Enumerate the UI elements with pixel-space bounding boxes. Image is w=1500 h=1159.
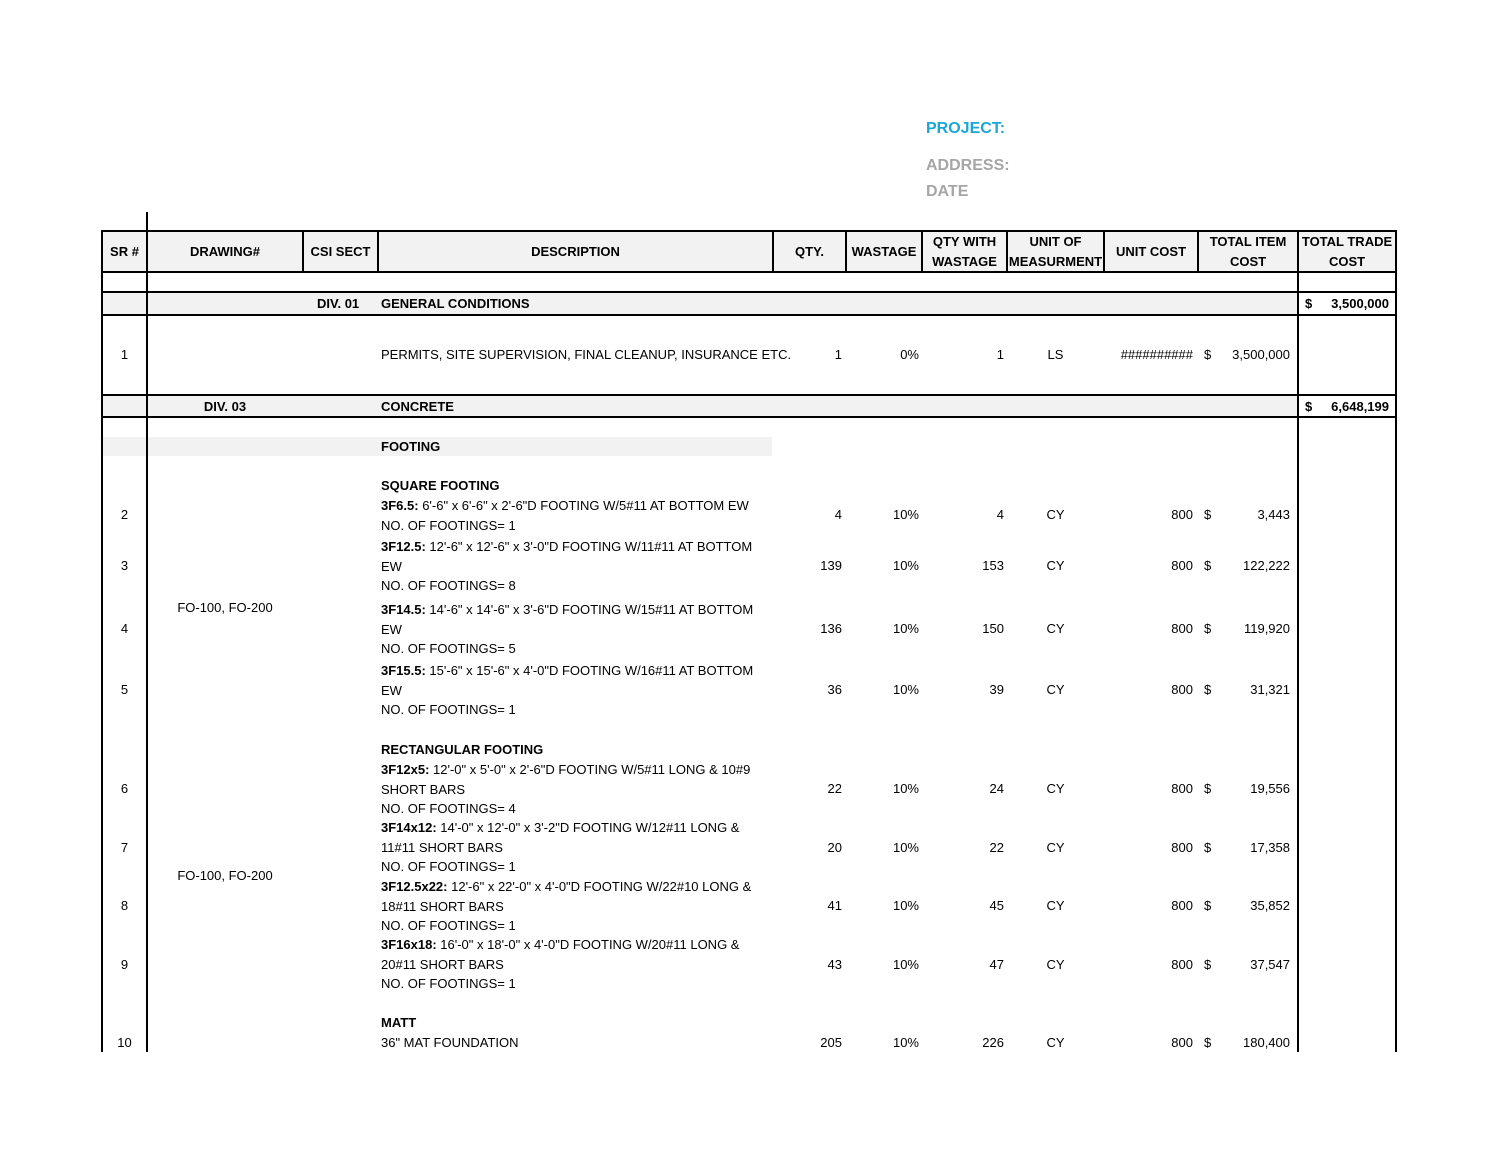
- item-wastage: 10%: [892, 781, 919, 796]
- address-label: ADDRESS:: [926, 157, 1010, 174]
- square-footing-label: SQUARE FOOTING: [381, 478, 500, 493]
- item-total: 122,222: [1243, 558, 1290, 573]
- item-qty-w: 150: [982, 621, 1004, 636]
- item-code: 3F12x5:: [381, 762, 430, 777]
- item-sr: 9: [120, 957, 129, 972]
- item-sr: 3: [120, 558, 129, 573]
- item-total: 119,920: [1243, 621, 1290, 636]
- grid-line: [1297, 230, 1299, 1052]
- item-1-wastage: 0%: [900, 347, 919, 362]
- div03-trade-total: 6,648,199: [1331, 399, 1389, 414]
- item-unit-cost: 800: [1171, 840, 1193, 855]
- item-1-total: 3,500,000: [1232, 347, 1290, 362]
- item-description-line: NO. OF FOOTINGS= 1: [381, 918, 516, 933]
- item-dollar: $: [1204, 781, 1212, 796]
- item-description-line: [381, 496, 749, 516]
- item-total: 17,358: [1250, 840, 1290, 855]
- grid-line: [146, 212, 148, 232]
- div01-trade-total: 3,500,000: [1331, 296, 1389, 311]
- item-1-dollar: $: [1204, 347, 1212, 362]
- div03-title: CONCRETE: [381, 399, 454, 414]
- item-code: 3F14x12:: [381, 820, 437, 835]
- item-unit: CY: [1046, 781, 1065, 796]
- item-sr: 2: [120, 507, 129, 522]
- item-unit-cost: 800: [1171, 507, 1193, 522]
- item-description: [381, 935, 739, 994]
- item-1-qty-w: 1: [996, 347, 1004, 362]
- div01-title: GENERAL CONDITIONS: [381, 296, 530, 311]
- item-description-text: 15'-6" x 15'-6" x 4'-0"D FOOTING W/16#11 AT BOTTOM: [425, 663, 754, 678]
- item-qty: 43: [827, 957, 842, 972]
- item-qty-w: 22: [989, 840, 1004, 855]
- item-qty: 139: [820, 558, 842, 573]
- item-1-description: PERMITS, SITE SUPERVISION, FINAL CLEANUP, INSURANCE ETC.: [381, 347, 792, 362]
- item-description: [381, 496, 749, 535]
- item-wastage: 10%: [892, 621, 919, 636]
- div03-trade-dollar: $: [1305, 399, 1313, 414]
- item-description-line: [381, 1033, 519, 1053]
- item-qty: 41: [827, 898, 842, 913]
- item-total: 19,556: [1250, 781, 1290, 796]
- item-dollar: $: [1204, 840, 1212, 855]
- item-total: 180,400: [1243, 1035, 1290, 1050]
- item-qty-w: 153: [982, 558, 1004, 573]
- item-description-line: [381, 760, 750, 780]
- item-total: 31,321: [1250, 682, 1290, 697]
- item-description-line: [381, 537, 752, 557]
- item-description: [381, 877, 751, 936]
- item-description-line: EW: [381, 558, 402, 574]
- item-description-text: 12'-0" x 5'-0" x 2'-6"D FOOTING W/5#11 LONG & 10#9: [429, 762, 751, 777]
- item-description-line: EW: [381, 621, 402, 637]
- item-qty: 136: [820, 621, 842, 636]
- div01-csi: DIV. 01: [317, 296, 360, 311]
- item-description-line: NO. OF FOOTINGS= 1: [381, 702, 516, 717]
- matt-label: MATT: [381, 1015, 417, 1030]
- item-qty: 36: [827, 682, 842, 697]
- col-header-description: DESCRIPTION: [531, 244, 620, 259]
- grid-line: [101, 271, 1397, 273]
- item-dollar: $: [1204, 507, 1212, 522]
- item-qty-w: 45: [989, 898, 1004, 913]
- item-description-line: 20#11 SHORT BARS: [381, 956, 504, 972]
- item-total: 35,852: [1250, 898, 1290, 913]
- item-description-text: 14'-6" x 14'-6" x 3'-6"D FOOTING W/15#11 AT BOTTOM: [425, 602, 754, 617]
- item-1-unit-cost: ##########: [1120, 347, 1193, 362]
- grid-line: [101, 291, 1397, 293]
- item-code: 3F16x18:: [381, 937, 437, 952]
- item-unit-cost: 800: [1171, 957, 1193, 972]
- item-dollar: $: [1204, 1035, 1212, 1050]
- item-description-line: NO. OF FOOTINGS= 4: [381, 801, 516, 816]
- col-header-sr: SR #: [110, 244, 139, 259]
- item-description: [381, 661, 753, 720]
- item-description: [381, 537, 752, 596]
- item-total: 37,547: [1250, 957, 1290, 972]
- rectangular-footing-label: RECTANGULAR FOOTING: [381, 742, 544, 757]
- item-unit: CY: [1046, 621, 1065, 636]
- item-description-text: 14'-0" x 12'-0" x 3'-2"D FOOTING W/12#11 LONG &: [436, 820, 740, 835]
- grid-line: [1395, 230, 1397, 1052]
- item-description-text: 36" MAT FOUNDATION: [381, 1035, 519, 1050]
- item-unit-cost: 800: [1171, 621, 1193, 636]
- item-description-line: NO. OF FOOTINGS= 1: [381, 859, 516, 874]
- item-description-line: NO. OF FOOTINGS= 1: [381, 976, 516, 991]
- item-wastage: 10%: [892, 558, 919, 573]
- item-unit-cost: 800: [1171, 1035, 1193, 1050]
- item-wastage: 10%: [892, 1035, 919, 1050]
- date-label: DATE: [926, 183, 969, 200]
- item-unit-cost: 800: [1171, 781, 1193, 796]
- item-dollar: $: [1204, 898, 1212, 913]
- item-description-line: [381, 818, 739, 838]
- item-unit: CY: [1046, 1035, 1065, 1050]
- item-wastage: 10%: [892, 898, 919, 913]
- item-unit: CY: [1046, 558, 1065, 573]
- item-description-line: [381, 661, 753, 681]
- item-qty: 4: [834, 507, 842, 522]
- item-description-line: NO. OF FOOTINGS= 8: [381, 578, 516, 593]
- col-header-total-item-cost: TOTAL ITEM COST: [1209, 234, 1287, 269]
- item-dollar: $: [1204, 621, 1212, 636]
- item-unit: CY: [1046, 840, 1065, 855]
- item-description: [381, 760, 750, 819]
- col-header-unit-cost: UNIT COST: [1115, 244, 1187, 259]
- item-code: 3F14.5:: [381, 602, 426, 617]
- item-sr: 7: [120, 840, 129, 855]
- div03-drawing: DIV. 03: [203, 399, 247, 414]
- item-wastage: 10%: [892, 840, 919, 855]
- drawing-ref-rect: FO-100, FO-200: [177, 868, 273, 883]
- item-wastage: 10%: [892, 507, 919, 522]
- item-qty-w: 47: [989, 957, 1004, 972]
- item-sr: 6: [120, 781, 129, 796]
- item-1-unit: LS: [1047, 347, 1064, 362]
- item-qty-w: 4: [996, 507, 1004, 522]
- footing-label: FOOTING: [381, 439, 441, 454]
- item-qty: 205: [820, 1035, 842, 1050]
- grid-line: [101, 394, 1397, 396]
- item-unit: CY: [1046, 898, 1065, 913]
- item-dollar: $: [1204, 682, 1212, 697]
- item-dollar: $: [1204, 558, 1212, 573]
- item-wastage: 10%: [892, 957, 919, 972]
- item-description-line: NO. OF FOOTINGS= 5: [381, 641, 516, 656]
- col-header-drawing: DRAWING#: [189, 244, 261, 259]
- item-code: 3F15.5:: [381, 663, 426, 678]
- grid-line: [146, 230, 148, 1052]
- item-unit: CY: [1046, 507, 1065, 522]
- item-description-line: SHORT BARS: [381, 781, 466, 797]
- item-qty: 20: [827, 840, 842, 855]
- col-header-unit: UNIT OF MEASURMENT: [1008, 234, 1103, 269]
- item-unit-cost: 800: [1171, 558, 1193, 573]
- div01-trade-dollar: $: [1305, 296, 1313, 311]
- col-header-qty-with-wastage: QTY WITH WASTAGE: [932, 234, 997, 269]
- item-description-line: 11#11 SHORT BARS: [381, 839, 503, 855]
- item-description-line: [381, 877, 751, 897]
- item-total: 3,443: [1257, 507, 1290, 522]
- grid-line: [101, 314, 1397, 316]
- item-1-sr: 1: [120, 347, 129, 362]
- col-header-qty: QTY.: [795, 244, 824, 259]
- item-sr: 8: [120, 898, 129, 913]
- item-unit-cost: 800: [1171, 898, 1193, 913]
- item-description-text: 6'-6" x 6'-6" x 2'-6"D FOOTING W/5#11 AT BOTTOM EW: [418, 498, 749, 513]
- item-code: 3F6.5:: [381, 498, 419, 513]
- item-wastage: 10%: [892, 682, 919, 697]
- item-description-line: [381, 600, 753, 620]
- item-sr: 5: [120, 682, 129, 697]
- col-header-wastage: WASTAGE: [851, 244, 917, 259]
- project-label: PROJECT:: [926, 120, 1006, 137]
- item-description-line: EW: [381, 682, 402, 698]
- item-description: [381, 600, 753, 659]
- item-qty-w: 226: [982, 1035, 1004, 1050]
- item-unit-cost: 800: [1171, 682, 1193, 697]
- item-description-text: 12'-6" x 22'-0" x 4'-0"D FOOTING W/22#10 LONG &: [447, 879, 752, 894]
- item-sr: 10: [117, 1035, 132, 1050]
- col-header-csi: CSI SECT: [310, 244, 371, 259]
- item-code: 3F12.5x22:: [381, 879, 448, 894]
- item-description-text: 12'-6" x 12'-6" x 3'-0"D FOOTING W/11#11 AT BOTTOM: [425, 539, 753, 554]
- item-code: 3F12.5:: [381, 539, 426, 554]
- item-description-text: 16'-0" x 18'-0" x 4'-0"D FOOTING W/20#11 LONG &: [436, 937, 740, 952]
- item-description-line: NO. OF FOOTINGS= 1: [381, 517, 516, 533]
- item-sr: 4: [120, 621, 129, 636]
- div01-row-fill: [103, 293, 1298, 314]
- col-header-total-trade-cost: TOTAL TRADE COST: [1301, 234, 1393, 269]
- item-1-qty: 1: [834, 347, 842, 362]
- drawing-ref-square: FO-100, FO-200: [177, 600, 273, 615]
- item-qty-w: 24: [989, 781, 1004, 796]
- item-description: [381, 818, 739, 877]
- item-dollar: $: [1204, 957, 1212, 972]
- item-unit: CY: [1046, 682, 1065, 697]
- item-description-line: [381, 935, 739, 955]
- item-qty-w: 39: [989, 682, 1004, 697]
- item-description: [381, 1033, 519, 1053]
- item-description-line: 18#11 SHORT BARS: [381, 898, 504, 914]
- item-unit: CY: [1046, 957, 1065, 972]
- item-qty: 22: [827, 781, 842, 796]
